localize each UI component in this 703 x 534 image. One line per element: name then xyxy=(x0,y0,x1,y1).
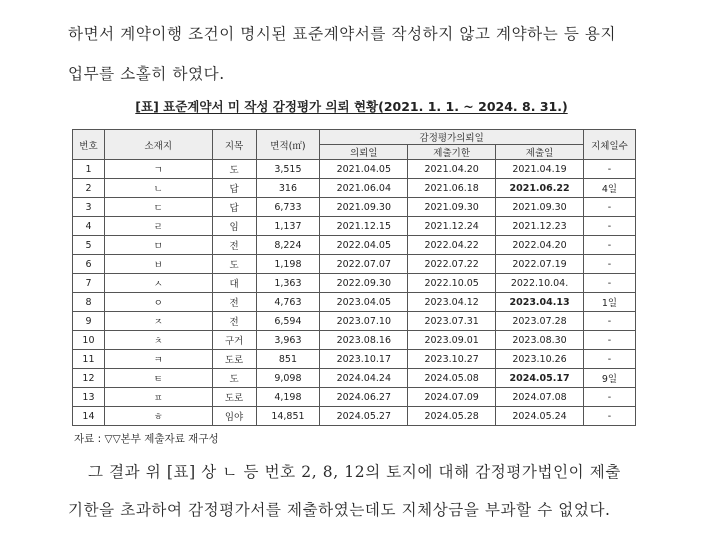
cell-category: 전 xyxy=(212,236,256,255)
cell-request: 2021.09.30 xyxy=(320,198,408,217)
header-area: 면적(㎡) xyxy=(256,130,320,160)
cell-location: ㅅ xyxy=(104,274,212,293)
cell-delay: - xyxy=(583,255,635,274)
cell-submitted: 2021.09.30 xyxy=(496,198,584,217)
table-row xyxy=(73,388,636,407)
cell-no: 10 xyxy=(73,331,105,350)
cell-no: 2 xyxy=(73,179,105,198)
cell-location: ㅊ xyxy=(104,331,212,350)
cell-submitted: 2021.06.22 xyxy=(496,179,584,198)
cell-deadline: 2022.07.22 xyxy=(408,255,496,274)
table-row xyxy=(73,255,636,274)
body-text-line-4: 기한을 초과하여 감정평가서를 제출하였는데도 지체상금을 부과할 수 없었다. xyxy=(68,501,611,519)
table-row xyxy=(73,198,636,217)
cell-deadline: 2023.04.12 xyxy=(408,293,496,312)
cell-delay: - xyxy=(583,236,635,255)
cell-location: ㄱ xyxy=(104,160,212,179)
cell-deadline: 2023.10.27 xyxy=(408,350,496,369)
cell-location: ㄹ xyxy=(104,217,212,236)
cell-submitted: 2024.05.24 xyxy=(496,407,584,426)
cell-deadline: 2024.05.08 xyxy=(408,369,496,388)
cell-delay: 9일 xyxy=(583,369,635,388)
cell-no: 14 xyxy=(73,407,105,426)
cell-request: 2024.05.27 xyxy=(320,407,408,426)
cell-category: 도 xyxy=(212,255,256,274)
cell-submitted: 2024.07.08 xyxy=(496,388,584,407)
header-location: 소재지 xyxy=(104,130,212,160)
cell-deadline: 2022.04.22 xyxy=(408,236,496,255)
cell-area: 8,224 xyxy=(256,236,320,255)
cell-location: ㄷ xyxy=(104,198,212,217)
cell-area: 851 xyxy=(256,350,320,369)
cell-category: 구거 xyxy=(212,331,256,350)
cell-request: 2024.06.27 xyxy=(320,388,408,407)
cell-submitted: 2022.07.19 xyxy=(496,255,584,274)
cell-category: 답 xyxy=(212,198,256,217)
cell-area: 9,098 xyxy=(256,369,320,388)
cell-delay: - xyxy=(583,331,635,350)
cell-category: 임야 xyxy=(212,407,256,426)
table-row xyxy=(73,274,636,293)
table-row xyxy=(73,160,636,179)
cell-request: 2021.04.05 xyxy=(320,160,408,179)
cell-area: 1,363 xyxy=(256,274,320,293)
cell-submitted: 2023.10.26 xyxy=(496,350,584,369)
cell-submitted: 2023.07.28 xyxy=(496,312,584,331)
source-note: 자료 : ▽▽본부 제출자료 재구성 xyxy=(74,433,219,445)
cell-category: 도 xyxy=(212,369,256,388)
cell-location: ㅋ xyxy=(104,350,212,369)
body-text-line-3: 그 결과 위 [표] 상 ㄴ 등 번호 2, 8, 12의 토지에 대해 감정평가법인이 제출 xyxy=(88,463,621,481)
cell-submitted: 2023.04.13 xyxy=(496,293,584,312)
cell-category: 전 xyxy=(212,312,256,331)
header-deadline: 제출기한 xyxy=(408,145,496,160)
cell-delay: 4일 xyxy=(583,179,635,198)
cell-deadline: 2021.09.30 xyxy=(408,198,496,217)
cell-category: 답 xyxy=(212,179,256,198)
cell-location: ㄴ xyxy=(104,179,212,198)
table-row xyxy=(73,293,636,312)
cell-no: 4 xyxy=(73,217,105,236)
cell-no: 8 xyxy=(73,293,105,312)
cell-no: 5 xyxy=(73,236,105,255)
table-row xyxy=(73,179,636,198)
cell-submitted: 2022.10.04. xyxy=(496,274,584,293)
cell-location: ㅈ xyxy=(104,312,212,331)
cell-no: 3 xyxy=(73,198,105,217)
table-row xyxy=(73,350,636,369)
table-row xyxy=(73,331,636,350)
header-delay: 지체일수 xyxy=(583,130,635,160)
cell-delay: - xyxy=(583,407,635,426)
cell-request: 2023.04.05 xyxy=(320,293,408,312)
cell-area: 1,198 xyxy=(256,255,320,274)
cell-submitted: 2021.04.19 xyxy=(496,160,584,179)
cell-deadline: 2023.09.01 xyxy=(408,331,496,350)
cell-deadline: 2022.10.05 xyxy=(408,274,496,293)
cell-delay: - xyxy=(583,312,635,331)
cell-deadline: 2023.07.31 xyxy=(408,312,496,331)
cell-location: ㅎ xyxy=(104,407,212,426)
cell-no: 1 xyxy=(73,160,105,179)
cell-no: 9 xyxy=(73,312,105,331)
table-caption: [표] 표준계약서 미 작성 감정평가 의뢰 현황(2021. 1. 1. ~ 2024. 8. 31.) xyxy=(135,99,568,114)
header-submitted: 제출일 xyxy=(496,145,584,160)
cell-area: 4,198 xyxy=(256,388,320,407)
cell-request: 2023.10.17 xyxy=(320,350,408,369)
cell-no: 11 xyxy=(73,350,105,369)
cell-area: 3,515 xyxy=(256,160,320,179)
cell-area: 3,963 xyxy=(256,331,320,350)
cell-delay: - xyxy=(583,350,635,369)
cell-location: ㅂ xyxy=(104,255,212,274)
cell-area: 316 xyxy=(256,179,320,198)
cell-no: 6 xyxy=(73,255,105,274)
cell-delay: - xyxy=(583,198,635,217)
cell-area: 14,851 xyxy=(256,407,320,426)
cell-no: 12 xyxy=(73,369,105,388)
cell-deadline: 2021.06.18 xyxy=(408,179,496,198)
table-row xyxy=(73,369,636,388)
cell-category: 임 xyxy=(212,217,256,236)
cell-area: 6,733 xyxy=(256,198,320,217)
cell-category: 도 xyxy=(212,160,256,179)
table-row xyxy=(73,407,636,426)
header-request: 의뢰일 xyxy=(320,145,408,160)
body-text-line-1: 하면서 계약이행 조건이 명시된 표준계약서를 작성하지 않고 계약하는 등 용지 xyxy=(68,25,617,43)
cell-area: 4,763 xyxy=(256,293,320,312)
cell-request: 2022.09.30 xyxy=(320,274,408,293)
cell-deadline: 2021.12.24 xyxy=(408,217,496,236)
header-category: 지목 xyxy=(212,130,256,160)
cell-delay: - xyxy=(583,217,635,236)
cell-location: ㅁ xyxy=(104,236,212,255)
cell-deadline: 2024.05.28 xyxy=(408,407,496,426)
cell-submitted: 2021.12.23 xyxy=(496,217,584,236)
table-body xyxy=(73,160,636,426)
cell-request: 2024.04.24 xyxy=(320,369,408,388)
cell-area: 6,594 xyxy=(256,312,320,331)
cell-category: 대 xyxy=(212,274,256,293)
cell-request: 2021.12.15 xyxy=(320,217,408,236)
cell-no: 7 xyxy=(73,274,105,293)
cell-location: ㅌ xyxy=(104,369,212,388)
cell-category: 도로 xyxy=(212,388,256,407)
table-row xyxy=(73,236,636,255)
cell-location: ㅇ xyxy=(104,293,212,312)
cell-delay: 1일 xyxy=(583,293,635,312)
appraisal-table xyxy=(72,129,636,426)
cell-deadline: 2021.04.20 xyxy=(408,160,496,179)
cell-submitted: 2024.05.17 xyxy=(496,369,584,388)
header-no: 번호 xyxy=(73,130,105,160)
header-appraisal-group: 감정평가의뢰일 xyxy=(320,130,584,145)
table-row xyxy=(73,312,636,331)
cell-no: 13 xyxy=(73,388,105,407)
body-text-line-2: 업무를 소홀히 하였다. xyxy=(68,65,225,83)
cell-category: 전 xyxy=(212,293,256,312)
cell-request: 2023.07.10 xyxy=(320,312,408,331)
cell-delay: - xyxy=(583,388,635,407)
cell-request: 2023.08.16 xyxy=(320,331,408,350)
cell-deadline: 2024.07.09 xyxy=(408,388,496,407)
cell-category: 도로 xyxy=(212,350,256,369)
cell-delay: - xyxy=(583,160,635,179)
cell-location: ㅍ xyxy=(104,388,212,407)
cell-request: 2021.06.04 xyxy=(320,179,408,198)
table-row xyxy=(73,217,636,236)
cell-area: 1,137 xyxy=(256,217,320,236)
cell-request: 2022.07.07 xyxy=(320,255,408,274)
cell-delay: - xyxy=(583,274,635,293)
cell-submitted: 2023.08.30 xyxy=(496,331,584,350)
cell-request: 2022.04.05 xyxy=(320,236,408,255)
cell-submitted: 2022.04.20 xyxy=(496,236,584,255)
